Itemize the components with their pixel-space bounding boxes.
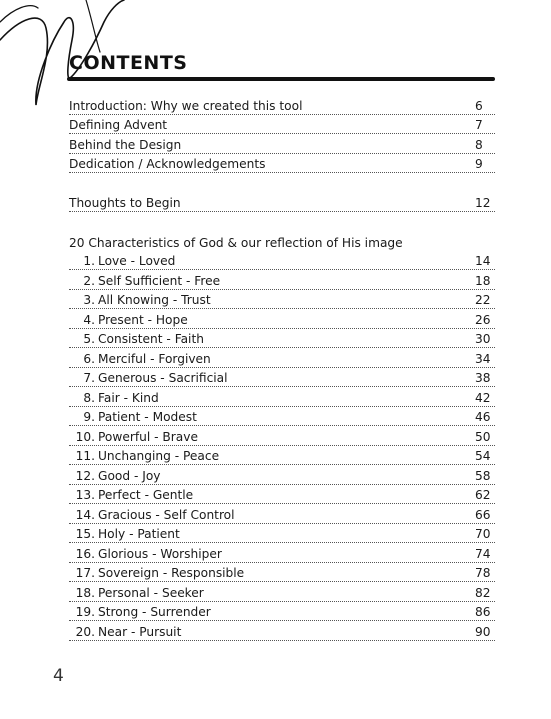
toc-entry-page: 46 — [475, 410, 491, 424]
toc-entry-page: 34 — [475, 351, 491, 366]
toc-entry-text: Fair - Kind — [98, 390, 159, 405]
toc-entry-page: 6 — [475, 98, 483, 113]
toc-entry-text: Generous - Sacrificial — [98, 371, 228, 385]
toc-entry-text: All Knowing - Trust — [98, 293, 211, 307]
toc-entry-page: 78 — [475, 566, 491, 580]
toc-entry-text: Sovereign - Responsible — [98, 566, 245, 580]
toc-entry-label — [69, 586, 204, 600]
section-title: 20 Characteristics of God & our reflection of His image — [69, 235, 403, 250]
toc-entry-page: 38 — [475, 371, 491, 385]
toc-entry-text: Gracious - Self Control — [98, 507, 235, 522]
toc-entry-text: Consistent - Faith — [98, 332, 204, 346]
toc-entry-label — [69, 313, 188, 327]
spacer — [69, 173, 495, 192]
toc-entry-page: 58 — [475, 468, 491, 483]
heading-rule — [67, 77, 495, 81]
toc-row[interactable] — [69, 446, 495, 466]
toc-entry-page: 18 — [475, 273, 491, 288]
toc-entry-number: 18. — [75, 585, 95, 600]
toc-entry-label — [69, 410, 197, 424]
toc-entry-label — [69, 488, 193, 502]
toc-entry-page: 54 — [475, 449, 491, 463]
toc-row[interactable] — [69, 329, 495, 349]
toc-row[interactable] — [69, 485, 495, 505]
toc-entry-label: Behind the Design — [69, 137, 182, 152]
toc-entry-number: 16. — [75, 546, 95, 561]
toc-entry-page: 26 — [475, 312, 491, 327]
toc-row[interactable] — [69, 504, 495, 524]
contents-heading: CONTENTS — [69, 52, 188, 74]
toc-entry-text: Glorious - Worshiper — [98, 546, 222, 561]
toc-row[interactable] — [69, 524, 495, 544]
toc-entry-label — [69, 274, 220, 288]
toc-entry-number: 15. — [75, 527, 95, 541]
toc-row[interactable] — [69, 426, 495, 446]
toc-entry-page: 82 — [475, 585, 491, 600]
toc-entry-text: Near - Pursuit — [98, 624, 182, 639]
toc-entry-page: 9 — [475, 157, 483, 171]
front-matter-list — [69, 95, 495, 173]
toc-entry-label — [69, 566, 244, 580]
toc-row[interactable] — [69, 348, 495, 368]
toc-entry-number: 2. — [83, 273, 95, 288]
toc-entry-page: 12 — [475, 195, 491, 210]
toc-entry-number: 1. — [83, 254, 95, 268]
toc-entry-number: 10. — [75, 429, 95, 444]
toc-entry-page: 30 — [475, 332, 491, 346]
toc-entry-label — [69, 449, 219, 463]
toc-entry-label — [69, 332, 204, 346]
toc-entry-number: 14. — [75, 507, 95, 522]
toc-entry-number: 6. — [83, 351, 95, 366]
toc-entry-number: 5. — [83, 332, 95, 346]
toc-entry-number: 3. — [83, 293, 95, 307]
toc-row[interactable] — [69, 270, 495, 290]
toc-entry-label — [69, 469, 161, 483]
toc-entry-label: Dedication / Acknowledgements — [69, 157, 266, 171]
toc-row[interactable] — [69, 368, 495, 388]
toc-entry-page: 22 — [475, 293, 491, 307]
toc-entry-page: 50 — [475, 429, 491, 444]
toc-entry-label: Introduction: Why we created this tool — [69, 98, 303, 113]
toc-entry-label — [69, 625, 181, 639]
toc-entry-page: 42 — [475, 390, 491, 405]
toc-entry-number: 4. — [83, 312, 95, 327]
toc-entry-text: Patient - Modest — [98, 410, 197, 424]
toc-entry-label — [69, 293, 211, 307]
toc-entry-label — [69, 430, 198, 444]
toc-entry-page: 14 — [475, 254, 491, 268]
toc-entry-label — [69, 508, 235, 522]
toc-row[interactable] — [69, 95, 495, 115]
toc-entry-label — [69, 352, 211, 366]
toc-entry-text: Strong - Surrender — [98, 605, 211, 619]
toc-entry-page: 66 — [475, 507, 491, 522]
toc-row[interactable] — [69, 563, 495, 583]
table-of-contents — [69, 95, 495, 641]
toc-row[interactable] — [69, 134, 495, 154]
toc-entry-text: Love - Loved — [98, 254, 176, 268]
toc-row[interactable] — [69, 621, 495, 641]
toc-entry-number: 9. — [83, 410, 95, 424]
toc-row[interactable] — [69, 115, 495, 135]
toc-entry-number: 12. — [75, 468, 95, 483]
toc-entry-label: Thoughts to Begin — [69, 195, 181, 210]
toc-entry-label — [69, 605, 211, 619]
toc-entry-text: Perfect - Gentle — [98, 488, 194, 502]
page-number: 4 — [53, 666, 64, 686]
toc-entry-label — [69, 391, 159, 405]
toc-row[interactable] — [69, 387, 495, 407]
toc-entry-text: Good - Joy — [98, 468, 161, 483]
toc-entry-number: 17. — [75, 566, 95, 580]
toc-entry-text: Powerful - Brave — [98, 429, 198, 444]
toc-entry-page: 70 — [475, 527, 491, 541]
toc-row[interactable] — [69, 465, 495, 485]
toc-entry-text: Unchanging - Peace — [98, 449, 220, 463]
toc-row[interactable] — [69, 309, 495, 329]
toc-entry-number: 8. — [83, 390, 95, 405]
toc-entry-label: Defining Advent — [69, 118, 168, 132]
spacer — [69, 212, 495, 231]
toc-row[interactable] — [69, 582, 495, 602]
toc-row[interactable] — [69, 251, 495, 271]
toc-row[interactable] — [69, 543, 495, 563]
toc-entry-label — [69, 371, 228, 385]
toc-entry-page: 86 — [475, 605, 491, 619]
toc-entry-page: 90 — [475, 624, 491, 639]
toc-entry-page: 7 — [475, 118, 483, 132]
toc-entry-text: Self Sufficient - Free — [98, 273, 221, 288]
toc-entry-page: 8 — [475, 137, 483, 152]
toc-row[interactable] — [69, 290, 495, 310]
toc-entry-page: 62 — [475, 488, 491, 502]
toc-entry-text: Personal - Seeker — [98, 585, 204, 600]
toc-entry-text: Merciful - Forgiven — [98, 351, 211, 366]
toc-entry-number: 11. — [75, 449, 95, 463]
toc-row[interactable] — [69, 407, 495, 427]
toc-entry-label — [69, 527, 180, 541]
toc-entry-number: 19. — [75, 605, 95, 619]
toc-entry-number: 13. — [75, 488, 95, 502]
toc-entry-number: 7. — [83, 371, 95, 385]
toc-row[interactable] — [69, 602, 495, 622]
toc-entry-number: 20. — [75, 624, 95, 639]
toc-entry-label — [69, 547, 222, 561]
toc-row[interactable] — [69, 154, 495, 174]
toc-entry-label — [69, 254, 175, 268]
toc-entry-text: Present - Hope — [98, 312, 188, 327]
toc-entry-text: Holy - Patient — [98, 527, 180, 541]
toc-entry-page: 74 — [475, 546, 491, 561]
toc-row-thoughts[interactable] — [69, 192, 495, 212]
characteristics-list — [69, 251, 495, 641]
